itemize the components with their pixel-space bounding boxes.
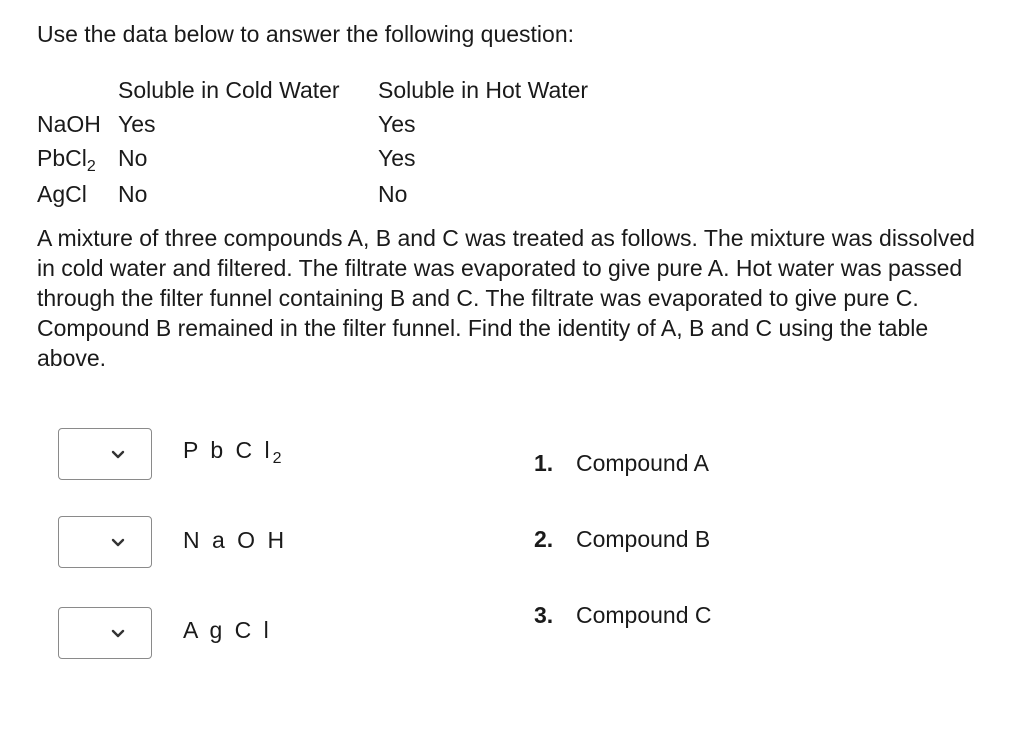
answer-select-2[interactable] (58, 516, 152, 568)
target-compound-a (534, 449, 709, 477)
chevron-down-icon (111, 538, 125, 548)
choice-pbcl2-base: P b C l (183, 437, 273, 463)
answer-select-3[interactable] (58, 607, 152, 659)
question-paragraph: A mixture of three compounds A, B and C was treated as follows. The mixture was dissolved in cold water and filtered. The filtrate was evaporated to give pure A. Hot water was passed through the filter funnel containing B and C. The filtrate was evaporated to give pure C. Compound B remained in the filter funnel. Find the identity of A, B and C using the table above. (37, 225, 975, 371)
row-pbcl2-cold: No (118, 145, 148, 171)
pbcl2-base: PbCl (37, 145, 87, 171)
row-compound-naoh: NaOH (37, 111, 101, 137)
row-agcl-hot: No (378, 181, 408, 207)
target-number-3: 3. (534, 602, 554, 628)
row-compound-pbcl2 (37, 144, 96, 175)
target-compound-c (534, 601, 712, 629)
target-compound-b (534, 525, 710, 553)
target-label-2: Compound B (576, 526, 711, 552)
pbcl2-subscript: 2 (86, 158, 96, 175)
choice-naoh: N a O H (183, 527, 288, 553)
choice-pbcl2-subscript: 2 (272, 450, 285, 467)
answer-select-1[interactable] (58, 428, 152, 480)
chevron-down-icon (111, 629, 125, 639)
solubility-table (37, 76, 657, 216)
header-cold-water: Soluble in Cold Water (118, 77, 340, 103)
target-number-1: 1. (534, 450, 554, 476)
row-compound-agcl: AgCl (37, 181, 87, 207)
chevron-down-icon (111, 450, 125, 460)
header-hot-water: Soluble in Hot Water (378, 77, 589, 103)
question-intro: Use the data below to answer the following question: (37, 21, 574, 47)
target-label-1: Compound A (576, 450, 709, 476)
row-naoh-hot: Yes (378, 111, 416, 137)
target-number-2: 2. (534, 526, 554, 552)
row-agcl-cold: No (118, 181, 148, 207)
row-pbcl2-hot: Yes (378, 145, 416, 171)
choice-agcl: A g C l (183, 617, 272, 643)
target-label-3: Compound C (576, 602, 712, 628)
row-naoh-cold: Yes (118, 111, 156, 137)
choice-pbcl2 (183, 436, 285, 467)
